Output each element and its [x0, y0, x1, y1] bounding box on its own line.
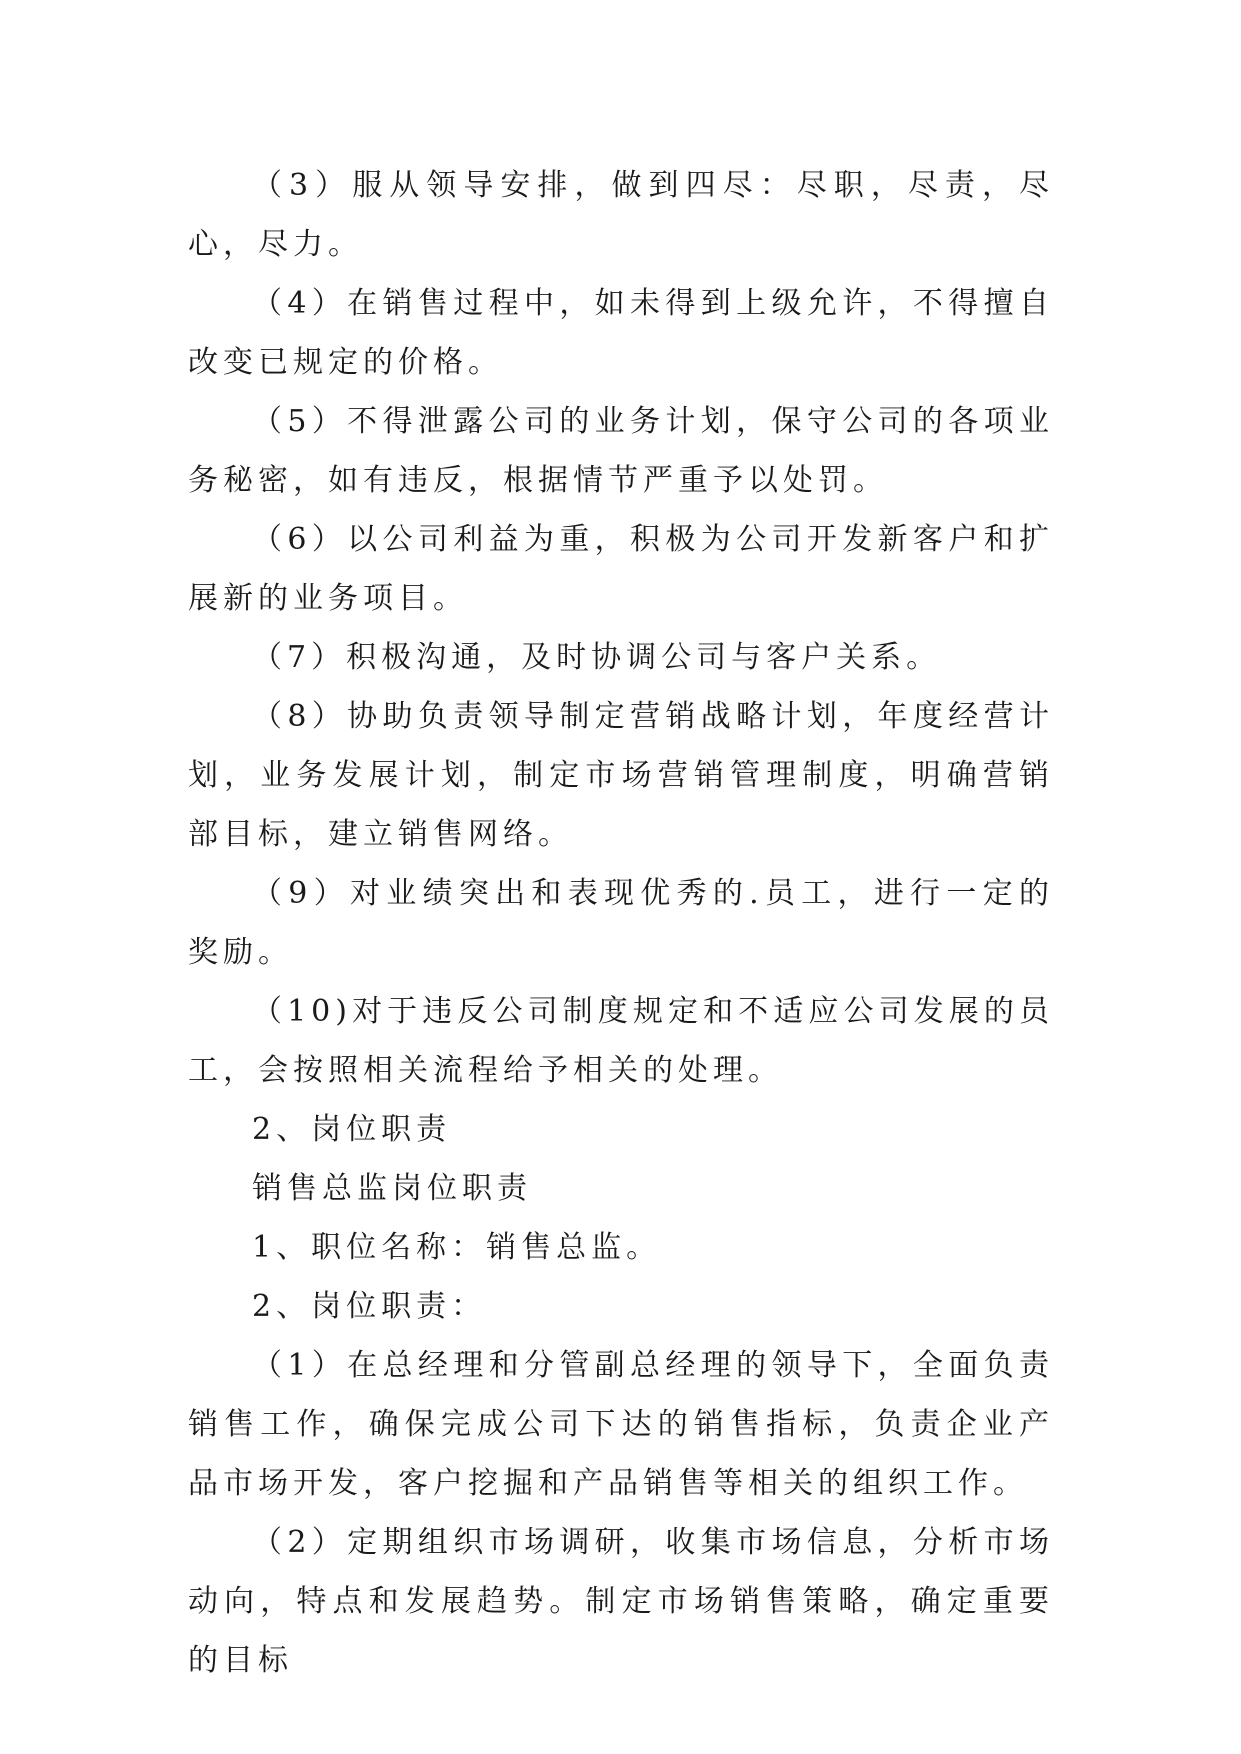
paragraph-item-7: （7）积极沟通，及时协调公司与客户关系。: [252, 640, 942, 675]
section-heading-duties: 2、岗位职责: [252, 1112, 452, 1147]
document-body: [188, 156, 1054, 1690]
paragraph-item-5: （5）不得泄露公司的业务计划，保守公司的各项业务秘密，如有违反，根据情节严重予以处罚。: [188, 404, 1054, 498]
paragraph-item-3: （3）服从领导安排，做到四尽：尽职，尽责，尽心，尽力。: [188, 168, 1054, 262]
section-heading-duties-colon: 2、岗位职责：: [252, 1289, 487, 1324]
position-name: 1、职位名称：销售总监。: [252, 1230, 662, 1265]
paragraph-item-9: （9）对业绩突出和表现优秀的.员工，进行一定的奖励。: [188, 876, 1054, 970]
paragraph-item-4: （4）在销售过程中，如未得到上级允许，不得擅自改变已规定的价格。: [188, 286, 1054, 380]
paragraph-item-6: （6）以公司利益为重，积极为公司开发新客户和扩展新的业务项目。: [188, 522, 1054, 616]
duty-item-2: （2）定期组织市场调研，收集市场信息，分析市场动向，特点和发展趋势。制定市场销售策略，确定重要的目标: [188, 1525, 1054, 1678]
paragraph-item-8: （8）协助负责领导制定营销战略计划，年度经营计划，业务发展计划，制定市场营销管理制度，明确营销部目标，建立销售网络。: [188, 699, 1054, 852]
paragraph-item-10: （10)对于违反公司制度规定和不适应公司发展的员工，会按照相关流程给予相关的处理。: [188, 994, 1054, 1088]
duty-item-1: （1）在总经理和分管副总经理的领导下，全面负责销售工作，确保完成公司下达的销售指标，负责企业产品市场开发，客户挖掘和产品销售等相关的组织工作。: [188, 1348, 1054, 1501]
section-title-sales-director: 销售总监岗位职责: [252, 1171, 532, 1206]
